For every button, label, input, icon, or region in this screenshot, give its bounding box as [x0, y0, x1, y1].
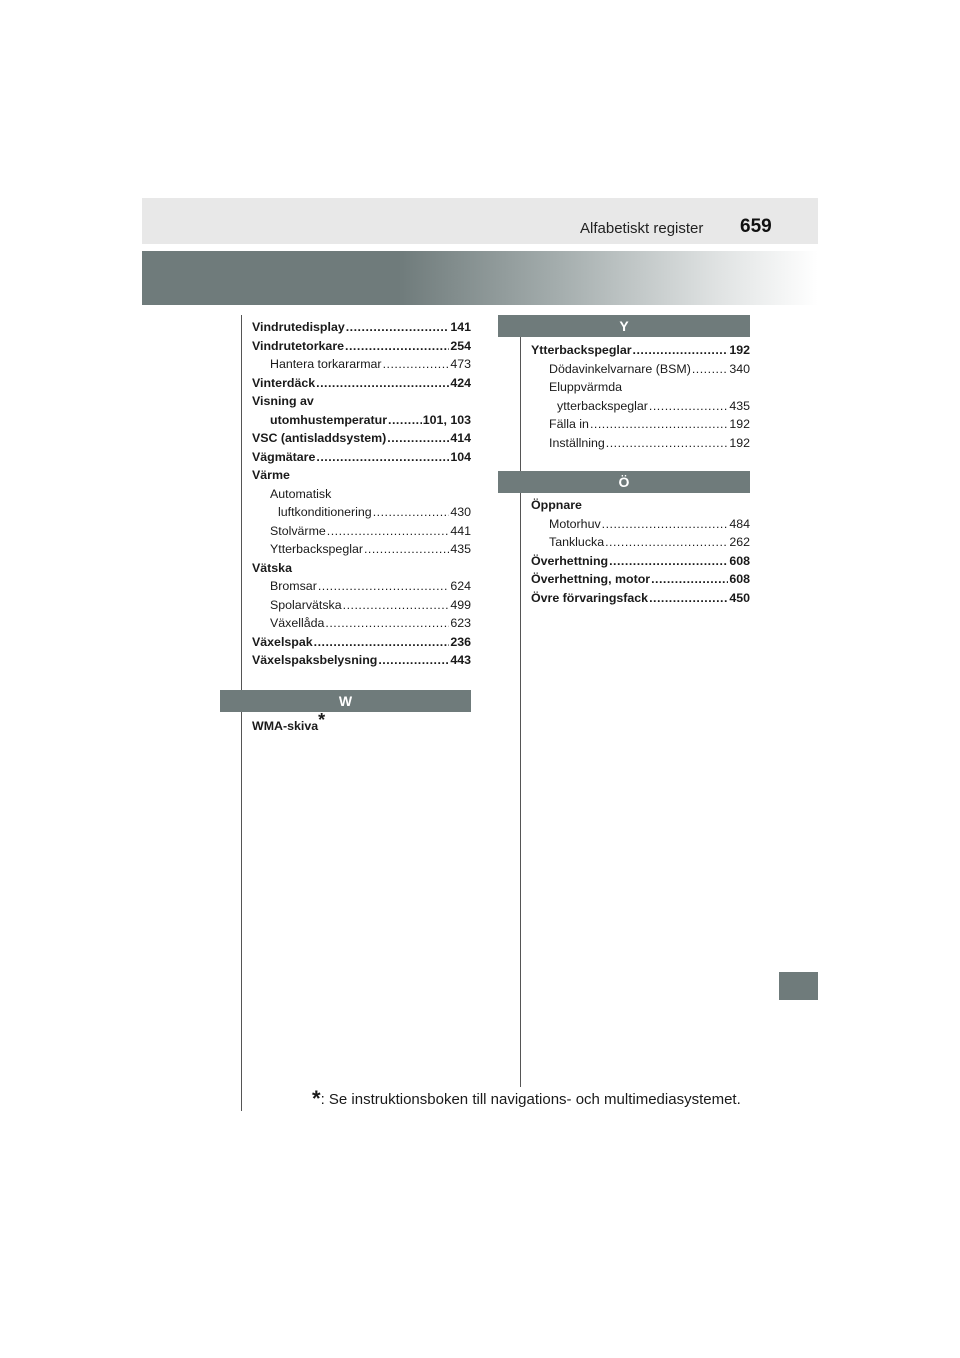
dot-leader: [633, 341, 729, 360]
entry-page: 623: [450, 616, 471, 630]
index-entry: [531, 341, 750, 360]
entry-term: Öppnare: [531, 498, 582, 512]
center-divider: [520, 315, 521, 1087]
dot-leader: [605, 533, 728, 552]
entry-page: 443: [450, 653, 471, 667]
entry-page: 104: [450, 449, 471, 464]
index-entry: [252, 392, 471, 411]
index-entry-wma: [252, 710, 326, 733]
entry-term: Vinterdäck: [252, 375, 316, 390]
index-entry: [252, 374, 471, 393]
dot-leader: [609, 552, 728, 571]
index-entry: [531, 570, 750, 589]
entry-page: 192: [729, 435, 750, 450]
letter-heading-w: W: [220, 690, 471, 712]
index-entry: [252, 651, 471, 670]
entry-term: Spolarvätska: [270, 597, 342, 612]
entry-page: 499: [450, 597, 471, 612]
index-entry: [531, 589, 750, 608]
dot-leader: [318, 577, 449, 596]
entry-page: 430: [450, 505, 471, 519]
entry-term: Vätska: [252, 560, 292, 575]
dot-leader: [316, 374, 449, 393]
entry-page: 192: [729, 343, 750, 357]
dot-leader: [651, 570, 728, 589]
entry-term: Tanklucka: [549, 535, 605, 549]
index-entry: [531, 415, 750, 434]
index-entry: [252, 503, 471, 522]
entry-page: 254: [450, 338, 471, 353]
entry-term: WMA-skiva: [252, 719, 319, 733]
index-entry: [252, 411, 471, 430]
dot-leader: [692, 360, 728, 379]
dot-leader: [649, 589, 728, 608]
index-entry: [252, 596, 471, 615]
dot-leader: [388, 411, 422, 430]
index-entry: [252, 577, 471, 596]
left-divider: [241, 315, 242, 1111]
decorative-band: [142, 251, 818, 305]
dot-leader: [383, 355, 450, 374]
entry-term: Hantera torkararmar: [270, 357, 382, 371]
entry-term: Växelspak: [252, 634, 313, 649]
index-entry: [531, 533, 750, 552]
entry-term: VSC (antisladdsystem): [252, 431, 387, 445]
entry-term: Övre förvaringsfack: [531, 590, 649, 605]
entry-page: 236: [450, 634, 471, 649]
entry-term: Eluppvärmda: [549, 380, 623, 394]
entry-page: 101, 103: [422, 412, 471, 427]
entry-term: Ytterbackspeglar: [270, 542, 363, 556]
entry-term: Vindrutetorkare: [252, 338, 345, 353]
entry-term: Överhettning: [531, 553, 609, 568]
index-column-right-y: [531, 341, 750, 452]
index-entry: [531, 496, 750, 515]
entry-term: Vindrutedisplay: [252, 320, 345, 334]
dot-leader: [325, 614, 449, 633]
entry-page: 608: [729, 572, 750, 586]
entry-page: 484: [729, 516, 750, 531]
index-column-right-o: [531, 496, 750, 607]
index-entry: [531, 397, 750, 416]
dot-leader: [590, 415, 728, 434]
entry-page: 424: [450, 375, 471, 390]
footnote-text: : Se instruktionsboken till navigations- och multimediasystemet.: [320, 1091, 741, 1108]
entry-term: Vägmätare: [252, 449, 316, 464]
dot-leader: [387, 429, 449, 448]
entry-page: 262: [729, 535, 750, 549]
index-entry: [252, 485, 471, 504]
entry-page: 340: [729, 361, 750, 376]
entry-term: Dödavinkelvarnare (BSM): [549, 361, 691, 376]
entry-page: 450: [729, 590, 750, 605]
entry-term: Ytterbackspeglar: [531, 343, 632, 357]
section-title: Alfabetiskt register: [580, 220, 704, 237]
index-entry: [531, 360, 750, 379]
index-entry: [252, 522, 471, 541]
index-entry: [252, 540, 471, 559]
dot-leader: [314, 633, 450, 652]
index-entry: [531, 552, 750, 571]
entry-term: Fälla in: [549, 417, 589, 431]
dot-leader: [602, 515, 729, 534]
letter-heading-o-umlaut: Ö: [498, 471, 750, 493]
footnote: [312, 1086, 741, 1112]
entry-term: Växellåda: [270, 616, 325, 630]
dot-leader: [346, 318, 450, 337]
entry-page: 608: [729, 553, 750, 568]
entry-page: 414: [450, 431, 471, 445]
entry-page: 435: [450, 542, 471, 556]
dot-leader: [606, 434, 729, 453]
entry-term: Överhettning, motor: [531, 572, 651, 586]
entry-term: Inställning: [549, 435, 605, 450]
entry-term: luftkonditionering: [278, 505, 372, 519]
dot-leader: [649, 397, 728, 416]
entry-term: Växelspaksbelysning: [252, 653, 378, 667]
dot-leader: [345, 337, 449, 356]
entry-term: ytterbackspeglar: [557, 398, 648, 413]
index-entry: [252, 466, 471, 485]
dot-leader: [343, 596, 450, 615]
footnote-marker: *: [318, 710, 326, 730]
entry-page: 624: [450, 579, 471, 593]
index-entry: [252, 559, 471, 578]
dot-leader: [327, 522, 450, 541]
index-entry: [252, 337, 471, 356]
entry-term: Motorhuv: [549, 516, 601, 531]
index-entry: [252, 355, 471, 374]
page-number: 659: [740, 216, 772, 237]
index-entry: [252, 448, 471, 467]
index-entry: [252, 633, 471, 652]
entry-term: Bromsar: [270, 579, 317, 593]
index-entry: [252, 318, 471, 337]
dot-leader: [378, 651, 449, 670]
dot-leader: [373, 503, 450, 522]
entry-page: 141: [450, 320, 471, 334]
index-entry: [531, 378, 750, 397]
entry-page: 435: [729, 398, 750, 413]
entry-term: Stolvärme: [270, 523, 326, 538]
entry-page: 441: [450, 523, 471, 538]
dot-leader: [316, 448, 449, 467]
letter-heading-y: Y: [498, 315, 750, 337]
entry-term: utomhustemperatur: [270, 412, 388, 427]
header-bar: [142, 198, 818, 244]
side-thumb-tab: [779, 972, 818, 1000]
index-entry: [531, 515, 750, 534]
footnote-marker: *: [312, 1086, 321, 1111]
index-column-left: [252, 318, 471, 670]
dot-leader: [364, 540, 449, 559]
entry-term: Visning av: [252, 394, 314, 408]
entry-term: Automatisk: [270, 486, 332, 501]
entry-page: 473: [450, 357, 471, 371]
index-entry: [531, 434, 750, 453]
index-entry: [252, 429, 471, 448]
index-entry: [252, 614, 471, 633]
entry-term: Värme: [252, 468, 290, 482]
entry-page: 192: [729, 417, 750, 431]
